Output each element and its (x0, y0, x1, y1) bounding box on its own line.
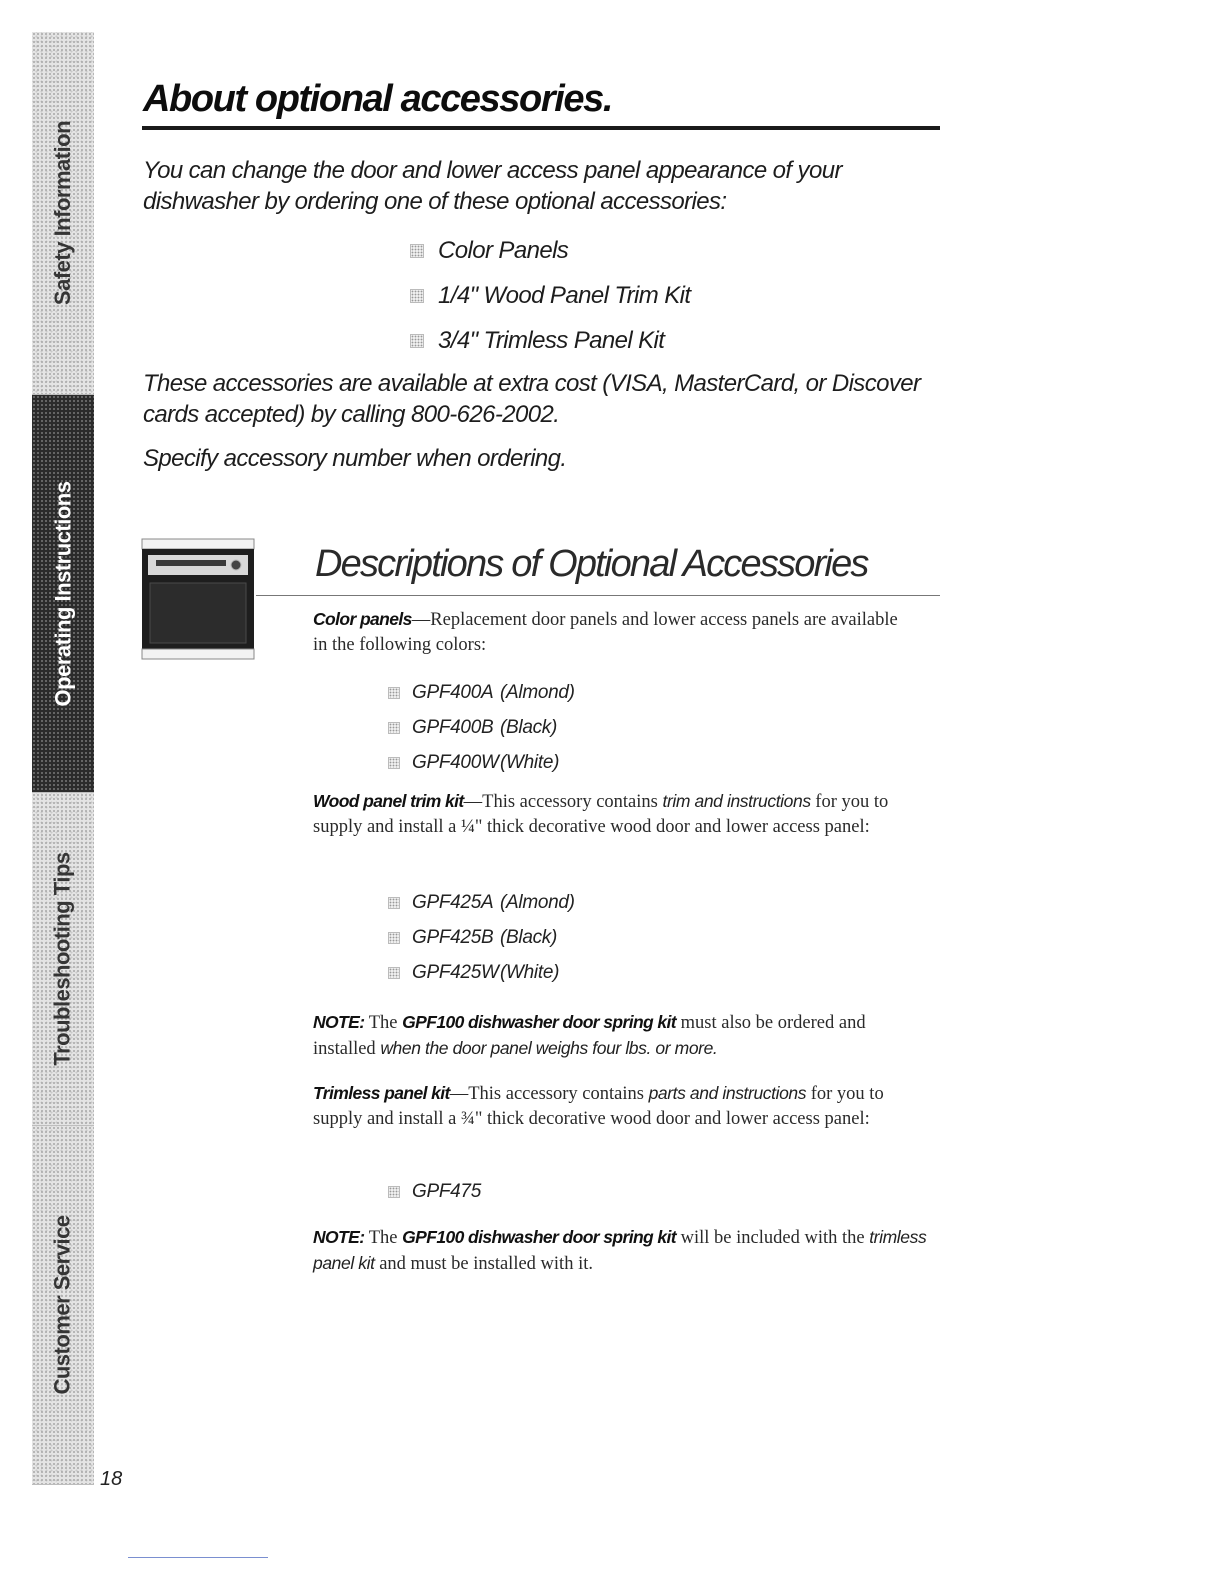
note-kit: GPF100 dishwasher door spring kit (402, 1012, 677, 1032)
accessory-list (410, 228, 690, 363)
wood-panel-paragraph (313, 789, 913, 840)
note-emphasis: when the door panel weighs four lbs. or more. (380, 1038, 718, 1058)
wood-panel-emphasis: trim and instructions (662, 791, 811, 811)
list-item (388, 1174, 500, 1209)
wood-panel-lead: Wood panel trim kit (313, 791, 464, 811)
part-color: (Almond) (500, 681, 575, 703)
part-color: (Black) (500, 926, 558, 948)
list-item (388, 710, 575, 745)
part-number: GPF400B (412, 716, 494, 738)
note-included (313, 1225, 928, 1277)
note-door-spring (313, 1010, 928, 1062)
dishwasher-icon (140, 535, 256, 663)
tab-label: Customer Service (50, 1215, 75, 1395)
trimless-lead: Trimless panel kit (313, 1083, 450, 1103)
tab-label: Safety Information (50, 120, 76, 306)
availability-text: These accessories are available at extra cost (VISA, MasterCard, or Discover cards accepted) by calling 800-626-2002. (143, 370, 921, 428)
trimless-text-cont: for you to supply and install a ¾" thick decorative wood door and lower access panel: (313, 1084, 884, 1129)
wood-panel-text-cont: for you to supply and install a ¼" thick decorative wood door and lower access panel: (313, 792, 889, 837)
list-item (410, 228, 690, 273)
trimless-emphasis: parts and instructions (648, 1083, 807, 1103)
tab-customer-service[interactable] (32, 1126, 94, 1485)
note-label: NOTE: (313, 1012, 365, 1032)
part-number: GPF425B (412, 926, 494, 948)
wood-panel-text: —This accessory contains (463, 792, 663, 812)
note-label: NOTE: (313, 1227, 365, 1247)
note-text: The (364, 1013, 403, 1033)
list-item (388, 675, 575, 710)
color-panels-list (388, 675, 575, 780)
bullet-square-icon (410, 334, 424, 348)
note-emphasis: trimless panel kit (313, 1227, 927, 1273)
page-title: About optional accessories. (143, 78, 612, 120)
list-item-label: 3/4" Trimless Panel Kit (438, 326, 665, 354)
tab-safety-information[interactable] (32, 32, 94, 395)
bullet-square-icon (388, 1186, 400, 1198)
part-number: GPF400A (412, 681, 494, 703)
tab-label: Operating Instructions (50, 481, 76, 706)
list-item (388, 885, 575, 920)
list-item (388, 955, 575, 990)
part-number: GPF425A (412, 891, 494, 913)
note-text-end: and must be installed with it. (374, 1254, 593, 1274)
intro-text: You can change the door and lower access panel appearance of your dishwasher by ordering one of these optional accessories: (143, 157, 842, 215)
tab-label: Troubleshooting Tips (50, 852, 76, 1066)
bullet-square-icon (388, 757, 400, 769)
tab-troubleshooting-tips[interactable] (32, 793, 94, 1126)
note-kit: GPF100 dishwasher door spring kit (402, 1227, 677, 1247)
part-color: (White) (500, 961, 560, 983)
part-color: (Black) (500, 716, 558, 738)
note-text-cont: will be included with the (676, 1228, 870, 1248)
bullet-square-icon (388, 932, 400, 944)
bullet-square-icon (388, 687, 400, 699)
list-item-label: Color Panels (438, 236, 569, 264)
note-text-cont: must also be ordered and installed (313, 1013, 866, 1059)
page-number: 18 (100, 1468, 123, 1490)
bullet-square-icon (410, 244, 424, 258)
list-item (388, 920, 575, 955)
color-panels-lead: Color panels (313, 609, 412, 629)
bullet-square-icon (388, 967, 400, 979)
bullet-square-icon (388, 722, 400, 734)
trimless-paragraph (313, 1081, 913, 1132)
part-color: (White) (500, 751, 560, 773)
footer-rule (128, 1557, 268, 1558)
bullet-square-icon (410, 289, 424, 303)
list-item-label: 1/4" Wood Panel Trim Kit (438, 281, 691, 309)
part-number: GPF425W (412, 961, 499, 983)
color-panels-paragraph (313, 607, 913, 658)
descriptions-rule (256, 595, 940, 596)
list-item (410, 273, 690, 318)
trimless-text: —This accessory contains (449, 1084, 649, 1104)
part-number: GPF475 (412, 1180, 481, 1202)
tab-operating-instructions[interactable] (32, 395, 94, 793)
list-item (410, 318, 690, 363)
bullet-square-icon (388, 897, 400, 909)
specify-text: Specify accessory number when ordering. (143, 445, 567, 472)
title-rule (142, 126, 940, 130)
trimless-list (388, 1174, 500, 1209)
part-color: (Almond) (500, 891, 575, 913)
list-item (388, 745, 575, 780)
wood-panel-list (388, 885, 575, 990)
note-text: The (364, 1228, 403, 1248)
side-tab-strip (32, 32, 94, 1484)
part-number: GPF400W (412, 751, 499, 773)
color-panels-text: —Replacement door panels and lower access panels are available in the following colors: (313, 610, 898, 655)
descriptions-title: Descriptions of Optional Accessories (315, 543, 868, 585)
